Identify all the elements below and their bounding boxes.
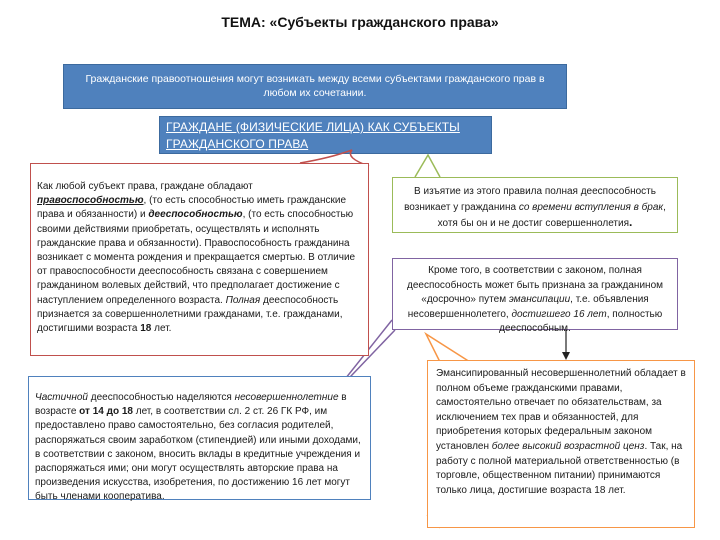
box1-text-1: Как любой субъект права, граждане обладают	[37, 181, 253, 192]
box3-period: .	[629, 215, 633, 229]
box2-text-1: дееспособностью наделяются	[88, 392, 235, 403]
box3-term-marriage: со времени вступления в брак	[518, 201, 664, 213]
page-title: ТЕМА: «Субъекты гражданского права»	[221, 14, 499, 30]
box5-text-1: Эмансипированный несовершеннолетний обладает в полном объеме гражданскими правами, самостоятельно отвечает по обязательствам, за исключением тех прав и обязанностей, для приобретения которых федеральным законом установлен	[436, 368, 686, 452]
capacity-textbox	[30, 163, 369, 356]
partial-capacity-textbox	[28, 376, 371, 503]
box1-age-18: 18	[140, 323, 152, 335]
box1-text-5: лет.	[151, 323, 172, 335]
box4-text-1: Кроме того, в соответствии с законом, полная дееспособность может быть признана за гражданином «досрочно» путем	[406, 265, 663, 305]
box1-term-dispositive-capacity: дееспособностью	[148, 209, 243, 221]
box4-text-2: , т.е. объявления несовершеннолетего,	[407, 294, 649, 320]
box4-term-emancipation: эмансипации	[508, 294, 571, 305]
connector-green	[415, 155, 440, 177]
box2-term-minors: несовершеннолетние	[234, 392, 339, 403]
section-header: ГРАЖДАНЕ (ФИЗИЧЕСКИЕ ЛИЦА) КАК СУБЪЕКТЫ ГРАЖДАНСКОГО ПРАВА	[159, 116, 492, 154]
box2-text-3: лет, в соответствии сл. 2 ст. 26 ГК РФ, им предоставлено право самостоятельно, без согласия родителей, распоряжаться своим заработком (стипендией) или иными доходами, в соответствии с законом, вносить вклады в кредитные учреждения и распоряжаться ими; они могут осуществлять авторские права на произведения искусства, изобретения, по достижению 16 лет могут быть членами кооператива.	[35, 406, 361, 503]
box4-term-age-16: достигшего 16 лет	[511, 308, 607, 320]
box5-text-2: . Так, на работу с полной материальной ответственностью (в торговле, общественном питании) принимаются только лица, достигшие возраста 18 лет.	[436, 440, 683, 496]
intro-banner: Гражданские правоотношения могут возникать между всеми субъектами гражданского прав в любом их сочетании.	[63, 64, 567, 109]
emancipated-minor-textbox	[427, 360, 695, 528]
box2-text-2: в возрасте	[35, 392, 347, 418]
arrow-head	[562, 352, 570, 360]
emancipation-textbox	[392, 258, 678, 334]
box1-text-3: , (то есть способностью своими действиями приобретать, осуществлять и исполнять гражданские права и обязанности). Правоспособность гражданина возникает с момента рождения и прекращается смертью. В отличие от правоспособности дееспособность связана с совершением гражданином волевых действий, что предполагает достижение с наступлением определенного возраста.	[37, 209, 356, 306]
box1-term-legal-capacity: правоспособностью	[37, 195, 144, 207]
box3-text-2: , хотя бы он и не достиг совершеннолетия	[437, 201, 666, 229]
box4-text-3: , полностью дееспособным.	[499, 308, 663, 334]
box1-text-4: дееспособность признается за совершеннолетними гражданами, т.е. гражданами, достигшими возраста	[37, 294, 343, 335]
box1-text-2: , (то есть способностью иметь гражданские права и обязанности) и	[37, 195, 347, 221]
connector-orange	[426, 334, 470, 362]
box1-term-full: Полная	[225, 294, 261, 306]
box2-age-range: от 14 до 18	[79, 406, 133, 418]
marriage-exception-textbox	[392, 177, 678, 233]
box2-term-partial: Частичной	[35, 392, 88, 403]
box5-term-age-qualification: более высокий возрастной ценз	[491, 440, 645, 452]
box3-text-1: В изъятие из этого правила полная дееспособность возникает у гражданина	[404, 186, 656, 213]
